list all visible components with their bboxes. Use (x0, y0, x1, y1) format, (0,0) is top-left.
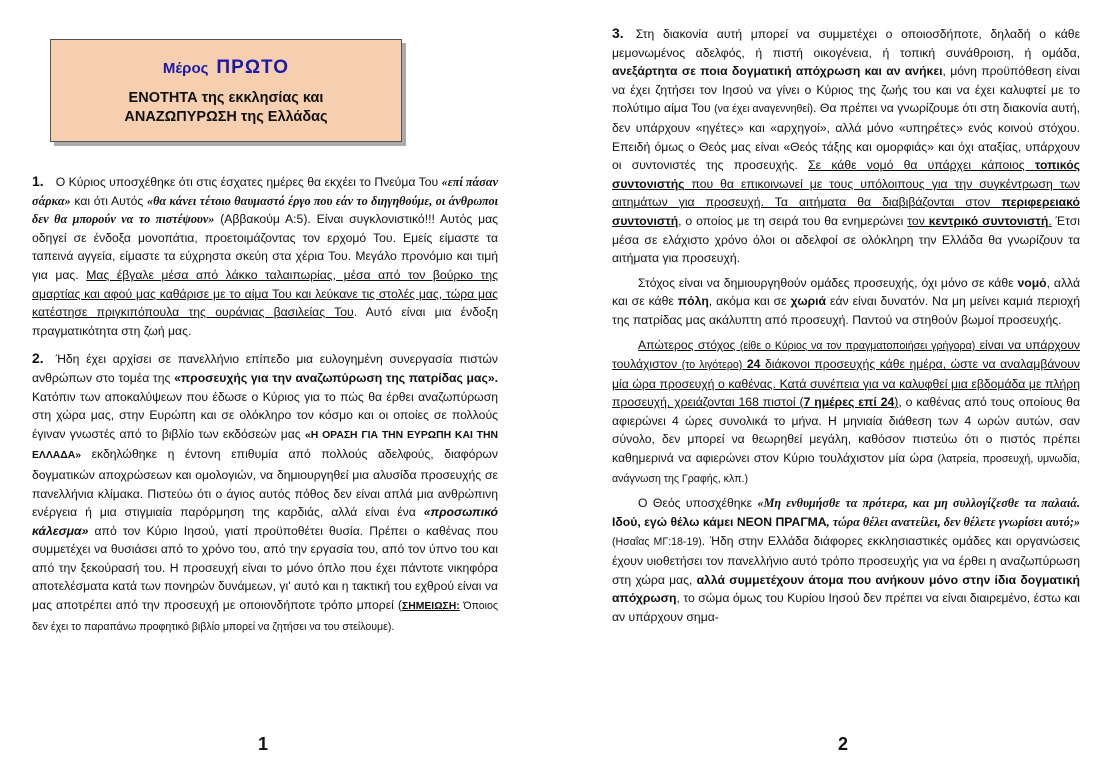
goal-paragraph (612, 274, 1080, 330)
book-title: «Η ΟΡΑΣΗ ΓΙΑ ΤΗΝ ΕΥΡΩΠΗ ΚΑΙ ΤΗΝ ΕΛΛΑΔΑ» (32, 429, 498, 462)
text-run: , ο καθένας από τους οποίους θα αφιερώνει 4 ώρες συνολικά το μήνα. Η μηνιαία διάθεση των 4 ωρών αυτών, σαν σύνολο, δεν μπορεί να θεωρηθεί μεγάλη, καθόσον πιστεύω ότι ο πιστός πρέπει καθημερινά να αφιερώνει στον Κύριο τουλάχιστον μία ώρα (612, 395, 1081, 466)
section-2 (32, 349, 498, 636)
text-run: , ο οποίος με τη σειρά του θα ενημερώνει (678, 213, 908, 228)
text-run: . Αυτό είναι μια ένδοξη πραγματικότητα στη ζωή μας. (32, 305, 498, 338)
text-run: . Θα πρέπει να γνωρίζουμε ότι στη διακονία αυτή, δεν υπάρχουν «ηγέτες» και «αρχηγοί», αλλά μόνο «υπηρέτες» ενός κοινού στόχου. Επειδή όμως ο Θεός μας είναι «Θεός τάξης και ομορφιάς» και όχι αταξίας, υπάρχουν οι συντονιστές της προσευχής. (612, 101, 1080, 173)
part-number: ΠΡΩΤΟ (216, 57, 290, 78)
text-run: Ο Θεός υποσχέθηκε (638, 496, 758, 511)
small-underlined-text: (το λιγότερο) (681, 359, 743, 372)
text-run: Έτσι μέσα σε ελάχιστο χρόνο όλοι οι αδελφοί σε ολόκληρη την Ελλάδα θα γνωρίζουν τα αιτήματα για προσευχή. (612, 213, 1080, 266)
left-body (32, 172, 498, 636)
section-number: 1. (32, 173, 44, 189)
underlined-text: Σε κάθε νομό θα υπάρχει κάποιος (808, 158, 1035, 173)
text-run: , μόνη προϋπόθεση είναι να έχει ζητήσει τον Ιησού να γίνει ο Κύριος της ζωής του και να έχει καλυφτεί με το πολύτιμο αίμα Του (612, 64, 1081, 116)
bold-text: «προσευχής για την αναζωπύρωση της πατρίδας μας». (174, 370, 498, 385)
quote: «θα κάνει τέτοιο θαυμαστό έργο που εάν το διηγηθούμε, οι άνθρωποι δεν θα μπορούν να το πιστέψουν» (32, 193, 498, 227)
text-run: , αλλά και σε κάθε (612, 275, 1080, 309)
text-run: , το σώμα όμως του Κυρίου Ιησού δεν πρέπει να είναι διαιρεμένο, έστω και αν υπάρχουν σημα- (612, 591, 1080, 624)
text-run: εάν είναι δυνατόν. Να μη μείνει καμιά περιοχή της πατρίδας μας ακάλυπτη από προσευχή. Παντού να στηθούν βωμοί προσευχής. (612, 294, 1081, 327)
text-run: Στόχος είναι να δημιουργηθούν ομάδες προσευχής, όχι μόνο σε κάθε (638, 275, 1018, 290)
section-1 (32, 172, 498, 340)
text-run: , ακόμα και σε (708, 294, 791, 309)
text-run: Ο Κύριος υποσχέθηκε ότι στις έσχατες ημέρες θα εκχέει το Πνεύμα Του (55, 175, 442, 189)
section-number: 3. (612, 25, 624, 41)
small-underlined-text: (είθε ο Κύριος να τον πραγματοποιήσει γρήγορα) (739, 339, 976, 352)
text-run: Κατόπιν των αποκαλύψεων που έδωσε ο Κύριος για το πώς θα έρθει αναζωπύρωση στη χώρα μας, στην Ευρώπη και σε ολόκληρο τον κόσμο και οι οποίες σε πολλούς έγιναν γνωστές από το βιβλίο των εκδόσεών μας (32, 389, 498, 441)
bold-underlined-text: τοπικός συντονιστής (612, 158, 1080, 191)
note-label: ΣΗΜΕΙΩΣΗ: (401, 601, 460, 613)
small-text: (λατρεία, προσευχή, υμνωδία, ανάγνωση της Γραφής, κλπ.) (612, 453, 1080, 485)
underlined-text: διάκονοι προσευχής κάθε ημέρα, ώστε να αναλαμβάνουν μία ώρα προσευχή ο καθένας. Κατά συνέπεια για να καλυφθεί μια εβδομάδα με πλήρη προσευχή, χρειάζονται 168 πιστοί ( (612, 357, 1081, 410)
title-line-2: ΑΝΑΖΩΠΥΡΩΣΗ της Ελλάδας (124, 109, 328, 125)
bold-underlined-text: 24 (746, 357, 761, 372)
bold-text: ανεξάρτητα σε ποια δογματική απόχρωση και αν ανήκει (612, 64, 943, 79)
part-heading (51, 57, 401, 79)
page-number-left: 1 (258, 734, 269, 754)
bold-text: «προσωπικό κάλεσμα» (32, 505, 498, 538)
text-run: και ότι Αυτός (70, 193, 147, 208)
quote: , τώρα θέλει ανατείλει, δεν θέλετε γνωρίσει αυτό;» (826, 514, 1080, 529)
section-3 (612, 24, 1080, 268)
bold-text: νομό (1017, 275, 1047, 290)
bold-text: αλλά συμμετέχουν άτομα που ανήκουν μόνο στην ίδια δογματική απόχρωση (612, 572, 1081, 606)
page-number-right: 2 (838, 734, 849, 754)
title-line-1: ΕΝΟΤΗΤΑ της εκκλησίας και (128, 90, 324, 106)
promise-paragraph (612, 494, 1080, 626)
underlined-text: που θα επικοινωνεί με τους υπόλοιπους για την συγκέντρωση των αιτημάτων για προσευχή. Τα αιτήματα θα διαβιβάζονται στον (612, 176, 1080, 210)
note-text: Όποιος δεν έχει το παραπάνω προφητικό βιβλίο μπορεί να ζητήσει να του στείλουμε). (32, 600, 498, 633)
bold-text: πόλη (677, 294, 709, 309)
small-text: (να έχει αναγεννηθεί) (714, 103, 814, 116)
bold-underlined-text: 7 ημέρες επί 24 (803, 395, 895, 410)
underlined-text: ) (894, 395, 899, 410)
section-number: 2. (32, 350, 44, 367)
underlined-text: . (1048, 213, 1052, 228)
quote: «επί πάσαν σάρκα» (32, 175, 499, 208)
text-run: από τον Κύριο Ιησού, γιατί προϋποθέτει θυσία. Πρέπει ο καθένας που συμμετέχει να θυσιάσει από το χρόνο του, από την εργασία του, από τον ύπνο του και από την ξεκούρασή του. Η προσευχή είναι το μόνο όπλο που έχει πάντοτε νικηφόρα αποτελέσματα κατά των πονηρών δυνάμεων, γι' αυτό και η τακτική του εχθρού είναι να μας αποτρέπει από την προσευχή με οποιονδήποτε τρόπο μπορεί ( (32, 523, 498, 613)
text-run: . Ήδη στην Ελλάδα διάφορες εκκλησιαστικές ομάδες και οργανώσεις έχουν υιοθετήσει τον πανελλήνιο αυτό τρόπο προσευχής για να έρθει η αναζωπύρωση στη χώρα μας, (612, 534, 1080, 587)
part-word: Μέρος (162, 60, 209, 77)
right-body (612, 24, 1080, 626)
quote: «Μη ενθυμήσθε τα πρότερα, και μη συλλογίζεσθε τα παλαιά. (757, 496, 1080, 511)
text-run: (Αββακούμ Α:5). Είναι συγκλονιστικό!!! Αυτός μας οδηγεί σε ένδοξα μονοπάτια, προετοιμάζοντας τον ερχομό Του. Εμείς είμαστε τα ταπεινά αγγεία, είμαστε τα εύχρηστα σκεύη στα χέρια Του. Μεγάλο προνόμιο και τιμή για μας. (32, 212, 499, 282)
bold-text: χωριά (790, 294, 827, 309)
underlined-text: τον (907, 213, 929, 228)
underlined-text: είναι να υπάρχουν τουλάχιστον (612, 337, 1081, 372)
underlined-text: Απώτερος στόχος (638, 337, 740, 352)
bold-text: Ιδού, εγώ θέλω κάμει ΝΕΟΝ ΠΡΑΓΜΑ (612, 514, 827, 529)
underlined-text: Μας έβγαλε μέσα από λάκκο ταλαιπωρίας, μέσα από τον βούρκο της αμαρτίας και αφού μας καθάρισε με το αίμα Του και λεύκανε τις στολές μας, τώρα μας κατέστησε πριγκιπόπουλα της ουράνιας βασιλείας Του (32, 267, 498, 320)
part-title-box (50, 39, 402, 142)
small-text: (Ησαΐας ΜΓ:18-19) (612, 536, 702, 549)
text-run: Στη διακονία αυτή μπορεί να συμμετέχει ο οποιοσδήποτε, δηλαδή ο κάθε μεμονωμένος αδελφός, ή πιστή οικογένεια, ή τοπική συνάθροιση, ή ομάδα, (612, 27, 1080, 60)
bold-underlined-text: κεντρικό συντονιστή (928, 213, 1049, 228)
text-run: εκδηλώθηκε η έντονη επιθυμία από πολλούς αδελφούς, διαφόρων δογματικών αποχρώσεων και ομολογιών, να δημιουργηθεί μια αλυσίδα προσευχής σε πανελλήνια κλίμακα. Πιστεύω ότι ο άγιος αυτός πόθος δεν είναι απλά μια ανθρώπινη ενέργεια ή μια στιγμιαία παρόρμηση της καρδιάς, αλλά είναι ένα (32, 447, 498, 520)
ultimate-goal-paragraph (612, 336, 1080, 489)
text-run: Ήδη έχει αρχίσει σε πανελλήνιο επίπεδο μια ευλογημένη συνεργασία πιστών ανθρώπων στο τομέα της (32, 352, 498, 385)
bold-underlined-text: περιφερειακό συντονιστή (612, 195, 1080, 228)
